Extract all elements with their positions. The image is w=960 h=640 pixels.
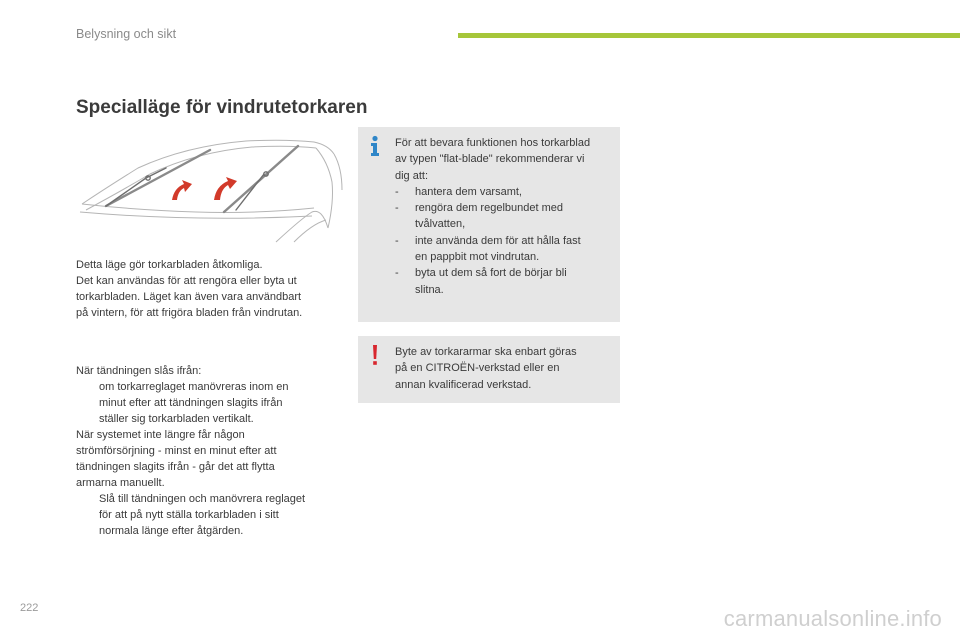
header-accent-bar [458,33,960,38]
exclamation-icon [368,344,382,366]
list-item: - byta ut dem så fort de börjar bli slitna. [395,267,567,296]
instructions: När tändningen slås ifrån: om torkarreglaget manövreras inom en minut efter att tändningen slagits ifrån ställer sig torkarbladen vertikalt. När systemet inte längre får någon strömförsörjning - minst en minut efter att tändningen slagits ifrån - går det att flytta armarna manuellt. Slå till tändningen och manövrera reglaget för att på nytt ställa torkarbladen i sitt normala länge efter åtgärden. [76,363,348,539]
list-item: Slå till tändningen och manövrera reglaget för att på nytt ställa torkarbladen i sitt normala länge efter åtgärden. [99,493,306,537]
info-icon [368,135,382,157]
info-text: För att bevara funktionen hos torkarblad av typen "flat-blade" rekommenderar vi dig att: - hantera dem varsamt, - rengöra dem regelbundet med tvålvatten, - inte använda dem för att hålla fast en pappbit mot vindrutan. - byta ut dem så fort de börjar bli slitna. [395,135,617,298]
warning-box [358,336,620,403]
intro-paragraph: Detta läge gör torkarbladen åtkomliga. Det kan användas för att rengöra eller byta ut torkarbladen. Läget kan även vara användbart på vintern, för att frigöra bladen från vindrutan. [76,259,303,319]
when-off-heading: När tändningen slås ifrån: [76,365,202,377]
move-arrow-icon [172,177,237,200]
list-item: - hantera dem varsamt, [395,185,522,198]
section-title: Belysning och sikt [76,27,177,41]
page-title: Specialläge för vindrutetorkaren [76,97,368,118]
list-item: - inte använda dem för att hålla fast en pappbit mot vindrutan. [395,234,581,264]
list-item: om torkarreglaget manövreras inom en minut efter att tändningen slagits ifrån ställer sig torkarbladen vertikalt. [99,381,289,425]
windscreen-wipers-illustration [76,138,344,246]
page-number: 222 [20,602,39,614]
info-box [358,127,620,322]
list-item: - rengöra dem regelbundet med tvålvatten, [395,202,563,231]
warning-text: Byte av torkararmar ska enbart göras på en CITROËN-verkstad eller en annan kvalificerad verkstad. [395,346,577,391]
watermark: carmanualsonline.info [723,606,942,631]
